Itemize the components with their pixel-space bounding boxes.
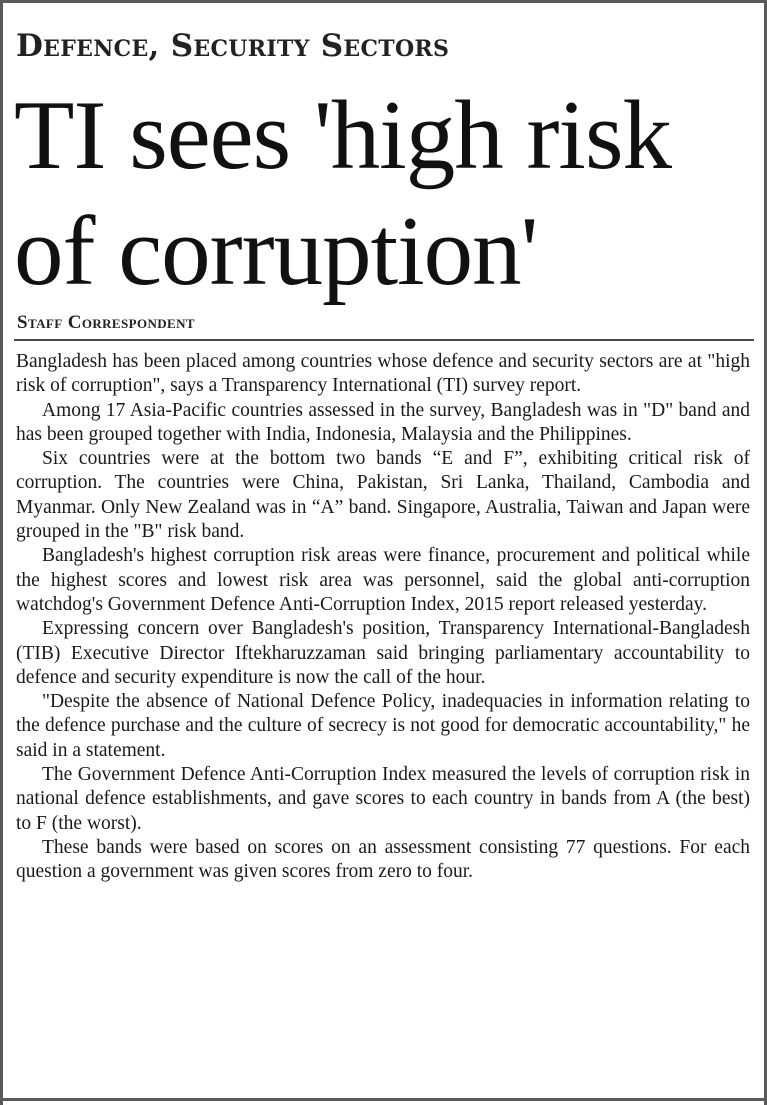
byline: Staff Correspondent bbox=[17, 312, 195, 333]
border-left bbox=[0, 0, 3, 1105]
article-paragraph: The Government Defence Anti-Corruption Index measured the levels of corruption risk in national defence establishments, and gave scores to each country in bands from A (the best) to F (the worst). bbox=[16, 764, 750, 834]
headline: TI sees 'high risk of corruption' bbox=[14, 81, 671, 306]
byline-divider bbox=[14, 339, 754, 341]
article-paragraph: Expressing concern over Bangladesh's position, Transparency International-Bangladesh (TIB) Executive Director Iftekharuzzaman said bringing parliamentary accountability to defence and security expenditure is now the call of the hour. bbox=[16, 618, 750, 688]
article-paragraph: Bangladesh has been placed among countries whose defence and security sectors are at "high risk of corruption", says a Transparency International (TI) survey report. bbox=[16, 351, 750, 397]
article-paragraph: Bangladesh's highest corruption risk areas were finance, procurement and political while the highest scores and lowest risk area was personnel, said the global anti-corruption watchdog's Government Defence Anti-Corruption Index, 2015 report released yesterday. bbox=[16, 545, 750, 615]
article-paragraph: "Despite the absence of National Defence Policy, inadequacies in information relating to the defence purchase and the culture of secrecy is not good for democratic accountability," he said in a statement. bbox=[16, 691, 750, 761]
section-kicker: Defence, Security Sectors bbox=[16, 28, 450, 64]
border-top bbox=[0, 0, 767, 3]
article-body bbox=[16, 350, 750, 885]
border-bottom bbox=[0, 1098, 767, 1101]
article-paragraph: Six countries were at the bottom two bands “E and F”, exhibiting critical risk of corruption. The countries were China, Pakistan, Sri Lanka, Thailand, Cambodia and Myanmar. Only New Zealand was in “A” band. Singapore, Australia, Taiwan and Japan were grouped in the "B" risk band. bbox=[16, 448, 750, 543]
article-paragraph: These bands were based on scores on an assessment consisting 77 questions. For each question a government was given scores from zero to four. bbox=[16, 836, 750, 883]
article-paragraph: Among 17 Asia-Pacific countries assessed in the survey, Bangladesh was in "D" band and has been grouped together with India, Indonesia, Malaysia and the Philippines. bbox=[16, 399, 750, 445]
